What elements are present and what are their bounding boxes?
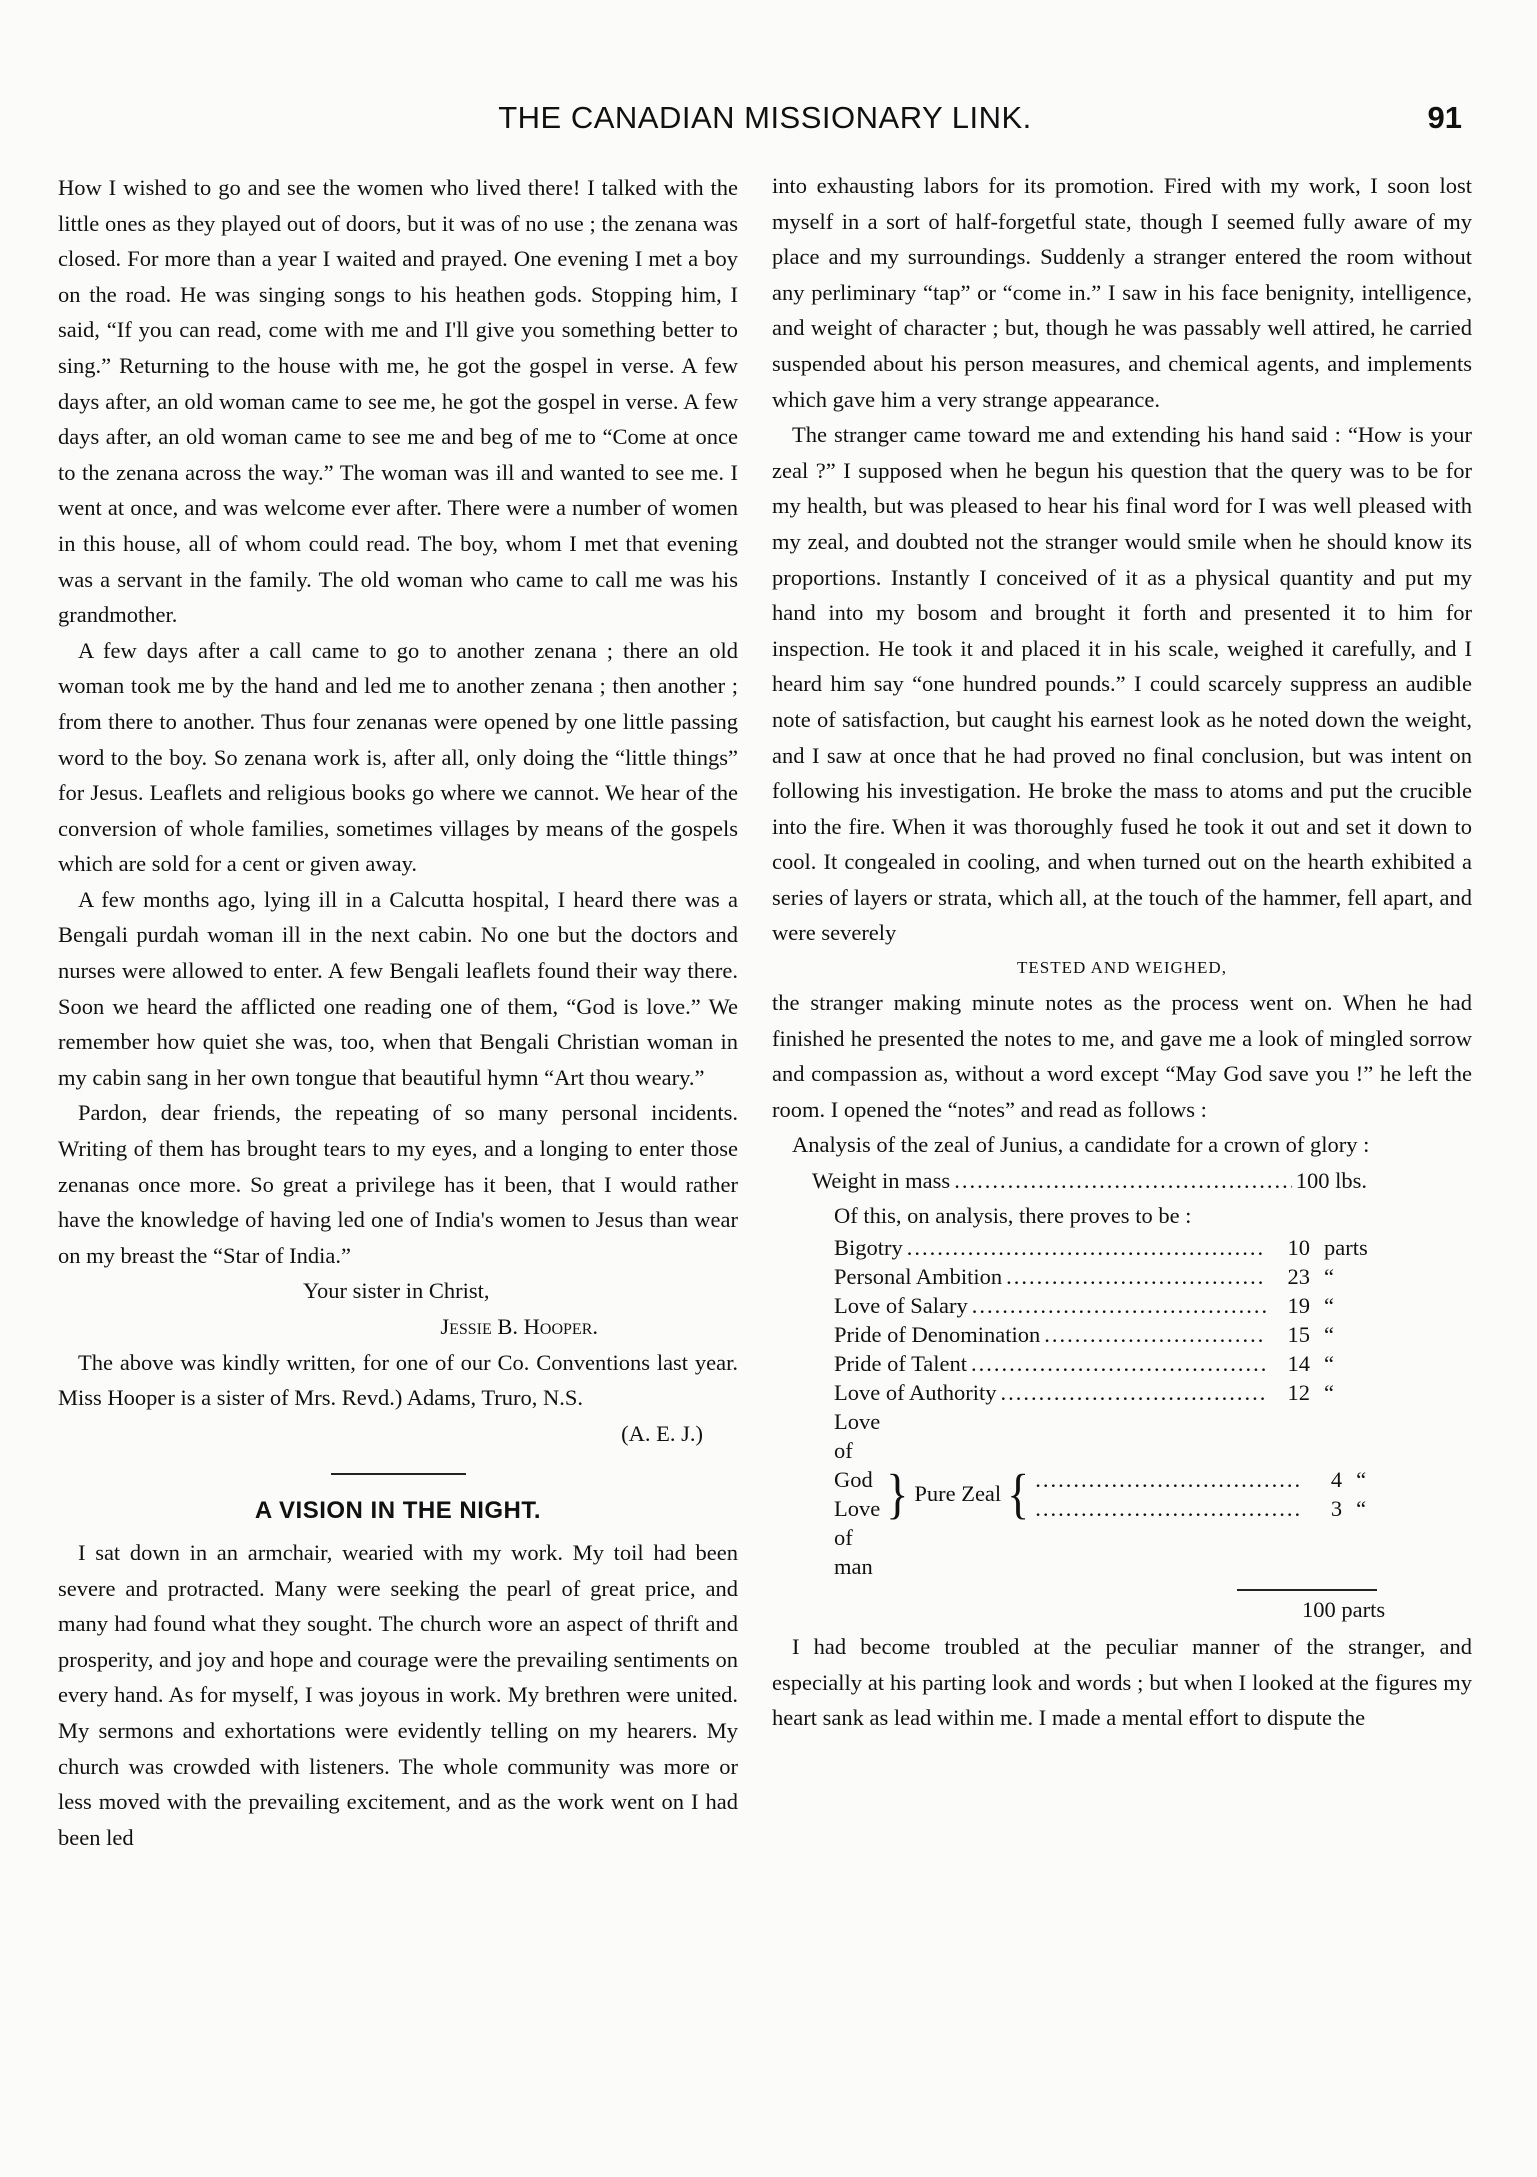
- analysis-value: 19: [1287, 1293, 1310, 1319]
- analysis-value: 4: [1330, 1467, 1343, 1493]
- analysis-row: [834, 1378, 1389, 1407]
- right-brace: }: [886, 1462, 909, 1525]
- section-title: A VISION IN THE NIGHT.: [254, 1497, 542, 1525]
- analysis-label: Pride of Denomination: [834, 1322, 1041, 1348]
- body-paragraph: The stranger came toward me and extending his hand said : “How is your zeal ?” I supposed when he begun his question that the query was to be for my health, but was pleased to hear his final word for I was well pleased with my zeal, and doubted not the stranger would smile when he should know its proportions. Instantly I conceived of it as a physical quantity and put my hand into my bosom and brought it forth and presented it to him for inspection. He took it and placed it in his scale, weighed it carefully, and I heard him say “one hundred pounds.” I could scarcely suppress an audible note of satisfaction, but caught his earnest look as he noted down the weight, and I saw at once that he had proved no final conclusion, but was intent on following his investigation. He broke the mass to atoms and put the crucible into the fire. When it was thoroughly fused he took it out and set it down to cool. It congealed in cooling, and when turned out on the hearth exhibited a series of layers or strata, which all, at the touch of the hammer, fell apart, and were severely: [772, 422, 1472, 946]
- analysis-row: [1035, 1494, 1421, 1523]
- subheading: TESTED AND WEIGHED,: [1017, 958, 1227, 978]
- left-brace: {: [1007, 1462, 1030, 1525]
- analysis-unit: “: [1356, 1467, 1367, 1493]
- analysis-unit: “: [1324, 1293, 1334, 1319]
- leader-dots: [972, 1291, 1266, 1320]
- weight-value: 100 lbs.: [1295, 1168, 1367, 1194]
- analysis-row: [834, 1291, 1389, 1320]
- leader-dots: [1035, 1465, 1302, 1494]
- analysis-value: 23: [1287, 1264, 1310, 1290]
- analysis-row: [1035, 1465, 1421, 1494]
- body-paragraph: I had become troubled at the peculiar manner of the stranger, and especially at his parting look and words ; but when I looked at the figures my heart sank as lead within me. I made a mental effort to dispute the: [772, 1634, 1472, 1731]
- pure-zeal-values: [1035, 1465, 1421, 1523]
- body-paragraph: the stranger making minute notes as the process went on. When he had finished he presented the notes to me, and gave me a look of mingled sorrow and compassion as, without a word except “May God save you !” he left the room. I opened the “notes” and read as follows :: [772, 990, 1472, 1122]
- leader-dots: [1006, 1262, 1266, 1291]
- analysis-value: 3: [1330, 1496, 1343, 1522]
- leader-dots: [954, 1163, 1292, 1198]
- analysis-value: 14: [1287, 1351, 1310, 1377]
- leader-dots: [971, 1349, 1266, 1378]
- pure-zeal-label: Pure Zeal: [914, 1481, 1002, 1507]
- analysis-intro: Analysis of the zeal of Junius, a candidate for a crown of glory :: [792, 1132, 1370, 1158]
- analysis-row: [834, 1233, 1389, 1262]
- page-number: 91: [1427, 100, 1462, 135]
- pure-zeal-labels: [834, 1407, 880, 1581]
- weight-label: Weight in mass: [812, 1168, 951, 1194]
- editor-note: The above was kindly written, for one of our Co. Conventions last year. Miss Hooper is a sister of Mrs. Revd.) Adams, Truro, N.S.: [58, 1349, 738, 1411]
- analysis-unit: parts: [1324, 1235, 1368, 1261]
- leader-dots: [907, 1233, 1266, 1262]
- pure-zeal-group: [834, 1407, 1389, 1581]
- page-header: [60, 100, 1470, 140]
- weight-row: [812, 1163, 1367, 1198]
- left-column: [58, 170, 738, 1855]
- leader-dots: [1035, 1494, 1302, 1523]
- body-paragraph: I sat down in an armchair, wearied with my work. My toil had been severe and protracted. Many were seeking the pearl of great price, and many had found what they sought. The church wore an aspect of thrift and prosperity, and joy and hope and courage were the prevailing sentiments on every hand. As for myself, I was joyous in work. My brethren were united. My sermons and exhortations were evidently telling on my hearers. My church was crowded with listeners. The whole community was more or less moved with the prevailing excitement, and as the work went on I had been led: [58, 1539, 738, 1850]
- page-title: THE CANADIAN MISSIONARY LINK.: [498, 100, 1032, 135]
- analysis-unit: “: [1324, 1351, 1334, 1377]
- analysis-value: 12: [1287, 1380, 1310, 1406]
- analysis-label: Bigotry: [834, 1235, 903, 1261]
- analysis-table: [834, 1233, 1472, 1581]
- letter-signature: Jessie B. Hooper.: [440, 1314, 598, 1339]
- analysis-subheading: Of this, on analysis, there proves to be :: [834, 1203, 1192, 1229]
- body-paragraph: A few months ago, lying ill in a Calcutta hospital, I heard there was a Bengali purdah woman ill in the next cabin. No one but the doctors and nurses were allowed to enter. A few Bengali leaflets found their way there. Soon we heard the afflicted one reading one of them, “God is love.” We remember how quiet she was, too, when that Bengali Christian woman in my cabin sang in her own tongue that beautiful hymn “Art thou weary.”: [58, 886, 738, 1090]
- letter-closing: Your sister in Christ,: [303, 1278, 490, 1304]
- analysis-label: Love of Salary: [834, 1293, 968, 1319]
- analysis-label: Pride of Talent: [834, 1351, 967, 1377]
- analysis-row: [834, 1262, 1389, 1291]
- analysis-value: 10: [1287, 1235, 1310, 1261]
- leader-dots: [1044, 1320, 1266, 1349]
- analysis-label: Love of God: [834, 1409, 881, 1493]
- body-paragraph: How I wished to go and see the women who lived there! I talked with the little ones as they played out of doors, but it was of no use ; the zenana was closed. For more than a year I waited and prayed. One evening I met a boy on the road. He was singing songs to his heathen gods. Stopping him, I said, “If you can read, come with me and I'll give you something better to sing.” Returning to the house with me, he got the gospel in verse. A few days after, an old woman came to see me, he got the gospel in verse. A few days after, an old woman came to see me and beg of me to “Come at once to the zenana across the way.” The woman was ill and wanted to see me. I went at once, and was welcome ever after. There were a number of women in this house, all of whom could read. The boy, whom I met that evening was a servant in the family. The old woman who came to call me was his grandmother.: [58, 175, 738, 628]
- analysis-row: [834, 1349, 1389, 1378]
- right-column: [772, 168, 1472, 1736]
- analysis-unit: “: [1324, 1264, 1334, 1290]
- analysis-value: 15: [1287, 1322, 1310, 1348]
- analysis-label: Love of man: [834, 1496, 881, 1580]
- analysis-unit: “: [1324, 1322, 1334, 1348]
- section-divider: [331, 1473, 466, 1475]
- editor-initials: (A. E. J.): [621, 1420, 703, 1446]
- analysis-label: Personal Ambition: [834, 1264, 1003, 1290]
- analysis-unit: “: [1356, 1496, 1367, 1522]
- analysis-row: [834, 1320, 1389, 1349]
- body-paragraph: Pardon, dear friends, the repeating of so many personal incidents. Writing of them has brought tears to my eyes, and a longing to enter those zenanas once more. So great a privilege has it been, that I would rather have the knowledge of having led one of India's women to Jesus than wear on my breast the “Star of India.”: [58, 1100, 738, 1268]
- analysis-unit: “: [1324, 1380, 1334, 1406]
- body-paragraph: into exhausting labors for its promotion. Fired with my work, I soon lost myself in a sort of half-forgetful state, though I seemed fully aware of my place and my surroundings. Suddenly a stranger entered the room without any perliminary “tap” or “come in.” I saw in his face benignity, intelligence, and weight of character ; but, though he was passably well attired, he carried suspended about his person measures, and chemical agents, and implements which gave him a very strange appearance.: [772, 173, 1472, 412]
- leader-dots: [1000, 1378, 1266, 1407]
- body-paragraph: A few days after a call came to go to another zenana ; there an old woman took me by the hand and led me to another zenana ; then another ; from there to another. Thus four zenanas were opened by one little passing word to the boy. So zenana work is, after all, only doing the “little things” for Jesus. Leaflets and religious books go where we cannot. We hear of the conversion of whole families, sometimes villages by means of the gospels which are sold for a cent or given away.: [58, 637, 738, 877]
- analysis-label: Love of Authority: [834, 1380, 997, 1406]
- analysis-total: 100 parts: [1302, 1597, 1386, 1623]
